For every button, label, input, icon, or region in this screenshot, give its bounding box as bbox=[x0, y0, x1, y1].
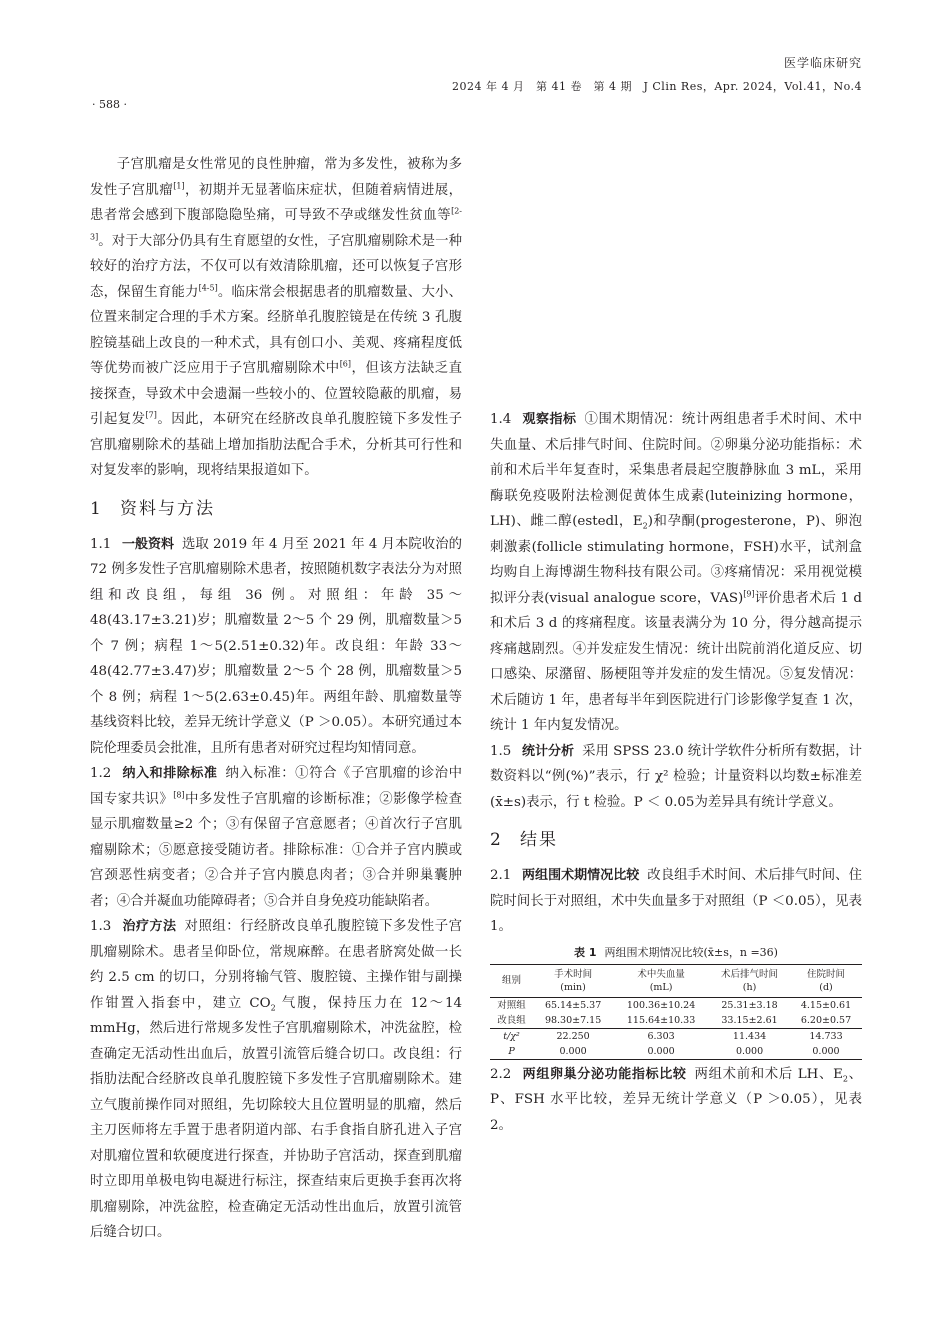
subsection-statistics: 1.5 统计分析 采用 SPSS 23.0 统计学软件分析所有数据，计数资料以“例(%)”表示，行 χ² 检验；计量资料以均数±标准差(x̄±s)表示，行 t 检验。P ＜ 0.05为差异具有统计学意义。 bbox=[490, 743, 862, 810]
table-cell: 6.20±0.57 bbox=[800, 1014, 852, 1026]
section-heading-methods: 1 资料与方法 bbox=[90, 498, 215, 519]
subsection-ovarian-function: 2.2 两组卵巢分泌功能指标比较 两组术前和术后 LH、$E_2$、P、FSH 水平比较，差异无统计学意义（P ＞0.05），见表 2。 bbox=[490, 1066, 862, 1133]
header-cell: 组别 bbox=[502, 975, 522, 986]
table-cell: 25.31±3.18 bbox=[721, 999, 778, 1011]
section-heading-results: 2 结果 bbox=[490, 830, 558, 850]
table-cell: 33.15±2.61 bbox=[721, 1014, 778, 1026]
table-cell: 改良组 bbox=[497, 1014, 526, 1026]
subsection-indicators: 1.4 观察指标 ①围术期情况：统计两组患者手术时间、术中失血量、术后排气时间、住院时间。②卵巢分泌功能指标：术前和术后半年复查时，采集患者晨起空腹静脉血 3 mL，采用酶联免疫吸附法检测促黄体生成素(luteinizing hormone，LH)、雌二醇(estedl，$E_2$)和孕酮(progesterone，P)、卵泡刺激素(follicle stimulating hormone，FSH)水平，试剂盒均购自上海博湖生物科技有限公司。③疼痛情况：采用视觉模拟评分表(visual analogue score，VAS)[9]评价患者术后 1 d 和术后 3 d 的疼痛程度。该量表满分为 10 分，得分越高提示疼痛越剧烈。④并发症发生情况：统计出院前消化道反应、切口感染、尿潴留、肠梗阻等并发症的发生情况。⑤复发情况：术后随访 1 年，患者每半年到医院进行门诊影像学复查 1 次，统计 1 年内复发情况。 bbox=[490, 412, 862, 733]
table-cell: 0.000 bbox=[812, 1045, 840, 1057]
header-cell: 住院时间 (d) bbox=[806, 968, 845, 993]
table-cell: 0.000 bbox=[647, 1045, 675, 1057]
table-cell: 115.64±10.33 bbox=[626, 1014, 696, 1026]
header-cell: 术后排气时间 (h) bbox=[721, 968, 779, 993]
table-cell: 98.30±7.15 bbox=[544, 1014, 602, 1026]
subsection-treatment: 1.3 治疗方法 对照组：行经脐改良单孔腹腔镜下多发性子宫肌瘤剔除术。患者呈仰卧位，常规麻醉。在患者脐窝处做一长约 2.5 cm 的切口，分别将输气管、腹腔镜、主操作钳与副操作钳置入指套中，建立 $CO_2$ 气腹，保持压力在 12～14 mmHg，然后进行常规多发性子宫肌瘤剔除术，冲洗盆腔，检查确定无活动性出血后，放置引流管后缝合切口。改良组：行指肋法配合经脐改良单孔腹腔镜下多发性子宫肌瘤剔除术。建立气腹前操作同对照组，先切除较大且位置明显的肌瘤，然后主刀医师将左手置于患者阴道内部、右手食指自脐孔进入子宫对肌瘤位置和软硬度进行探查，并协助子宫活动，探查到肌瘤时立即用单极电钩电凝进行标注，探查结束后更换手套再次将肌瘤剔除，冲洗盆腔，检查确定无活动性出血后，放置引流管后缝合切口。 bbox=[90, 919, 462, 1240]
table-cell: 65.14±5.37 bbox=[544, 999, 602, 1011]
table-header-row bbox=[490, 964, 862, 997]
table-row bbox=[490, 1044, 862, 1060]
intro-paragraph: 子宫肌瘤是女性常见的良性肿瘤，常为多发性，被称为多发性子宫肌瘤[1]，初期并无显著临床症状，但随着病情进展，患者常会感到下腹部隐隐坠痛，可导致不孕或继发性贫血等[2-3]。对于大部分仍具有生育愿望的女性，子宫肌瘤剔除术是一种较好的治疗方法，不仅可以有效清除肌瘤，还可以恢复子宫形态，保留生育能力[4-5]。临床常会根据患者的肌瘤数量、大小、位置来制定合理的手术方案。经脐单孔腹腔镜是在传统 3 孔腹腔镜基础上改良的一种术式，具有创口小、美观、疼痛程度低等优势而被广泛应用于子宫肌瘤剔除术中[6]，但该方法缺乏直接探查，导致术中会遗漏一些较小的、位置较隐蔽的肌瘤，易引起复发[7]。因此，本研究在经脐改良单孔腹腔镜下多发性子宫肌瘤剔除术的基础上增加指肋法配合手术，分析其可行性和对复发率的影响，现将结果报道如下。 bbox=[90, 157, 463, 478]
table-cell: 11.434 bbox=[709, 1028, 790, 1044]
subsection-perioperative: 2.1 两组围术期情况比较 改良组手术时间、术后排气时间、住院时间长于对照组，术中失血量多于对照组（P ＜0.05），见表 1。 bbox=[490, 868, 862, 934]
subsection-criteria: 1.2 纳入和排除标准 纳入标准：①符合《子宫肌瘤的诊治中国专家共识》[8]中多发性子宫肌瘤的诊断标准；②影像学检查显示肌瘤数量≥2 个；③有保留子宫意愿者；④首次行子宫肌瘤剔除术；⑤愿意接受随访者。排除标准：①合并子宫内膜或宫颈恶性病变者；②合并子宫内膜息肉者；③合并卵巢囊肿者；④合并凝血功能障碍者；⑤合并自身免疫功能缺陷者。 bbox=[90, 766, 463, 909]
table-1-grid bbox=[490, 964, 862, 1060]
table-cell: 4.15±0.61 bbox=[800, 999, 852, 1011]
table-cell: P bbox=[508, 1045, 515, 1057]
issue-info: 2024 年 4 月 第 41 卷 第 4 期 J Clin Res，Apr. 2024，Vol.41，No.4 bbox=[452, 80, 862, 93]
table-cell: t/χ² bbox=[490, 1028, 533, 1044]
table-cell: 6.303 bbox=[613, 1028, 709, 1044]
table-cell: 14.733 bbox=[790, 1028, 862, 1044]
table-caption: 表 1 两组围术期情况比较(x̄±s，n =36) bbox=[574, 945, 778, 959]
left-column bbox=[90, 152, 462, 1246]
journal-name: 医学临床研究 bbox=[783, 56, 862, 70]
header-cell: 手术时间 (min) bbox=[554, 968, 593, 993]
table-cell: 0.000 bbox=[559, 1045, 587, 1057]
header-cell: 术中失血量 (mL) bbox=[637, 968, 685, 993]
table-1 bbox=[490, 942, 862, 1060]
table-cell: 22.250 bbox=[533, 1028, 613, 1044]
table-cell: 100.36±10.24 bbox=[626, 999, 696, 1011]
table-row bbox=[490, 997, 862, 1013]
table-cell: 对照组 bbox=[497, 999, 526, 1011]
table-row bbox=[490, 1028, 862, 1044]
page-number: · 588 · bbox=[92, 98, 127, 111]
table-cell: 0.000 bbox=[735, 1045, 764, 1057]
table-row bbox=[490, 1013, 862, 1029]
right-column-content bbox=[490, 152, 862, 1138]
subsection-general-data: 1.1 一般资料 选取 2019 年 4 月至 2021 年 4 月本院收治的 72 例多发性子宫肌瘤剔除术患者，按照随机数字表法分为对照组和改良组，每组 36 例。对照组：年龄 35～48(43.17±3.21)岁；肌瘤数量 2～5 个 29 例，肌瘤数量＞5 个 7 例；病程 1～5(2.51±0.32)年。改良组：年龄 33～48(42.77±3.47)岁；肌瘤数量 2～5 个 28 例，肌瘤数量＞5 个 8 例；病程 1～5(2.63±0.45)年。两组年龄、肌瘤数量等基线资料比较，差异无统计学意义（P ＞0.05）。本研究通过本院伦理委员会批准，且所有患者对研究过程均知情同意。 bbox=[90, 536, 462, 756]
